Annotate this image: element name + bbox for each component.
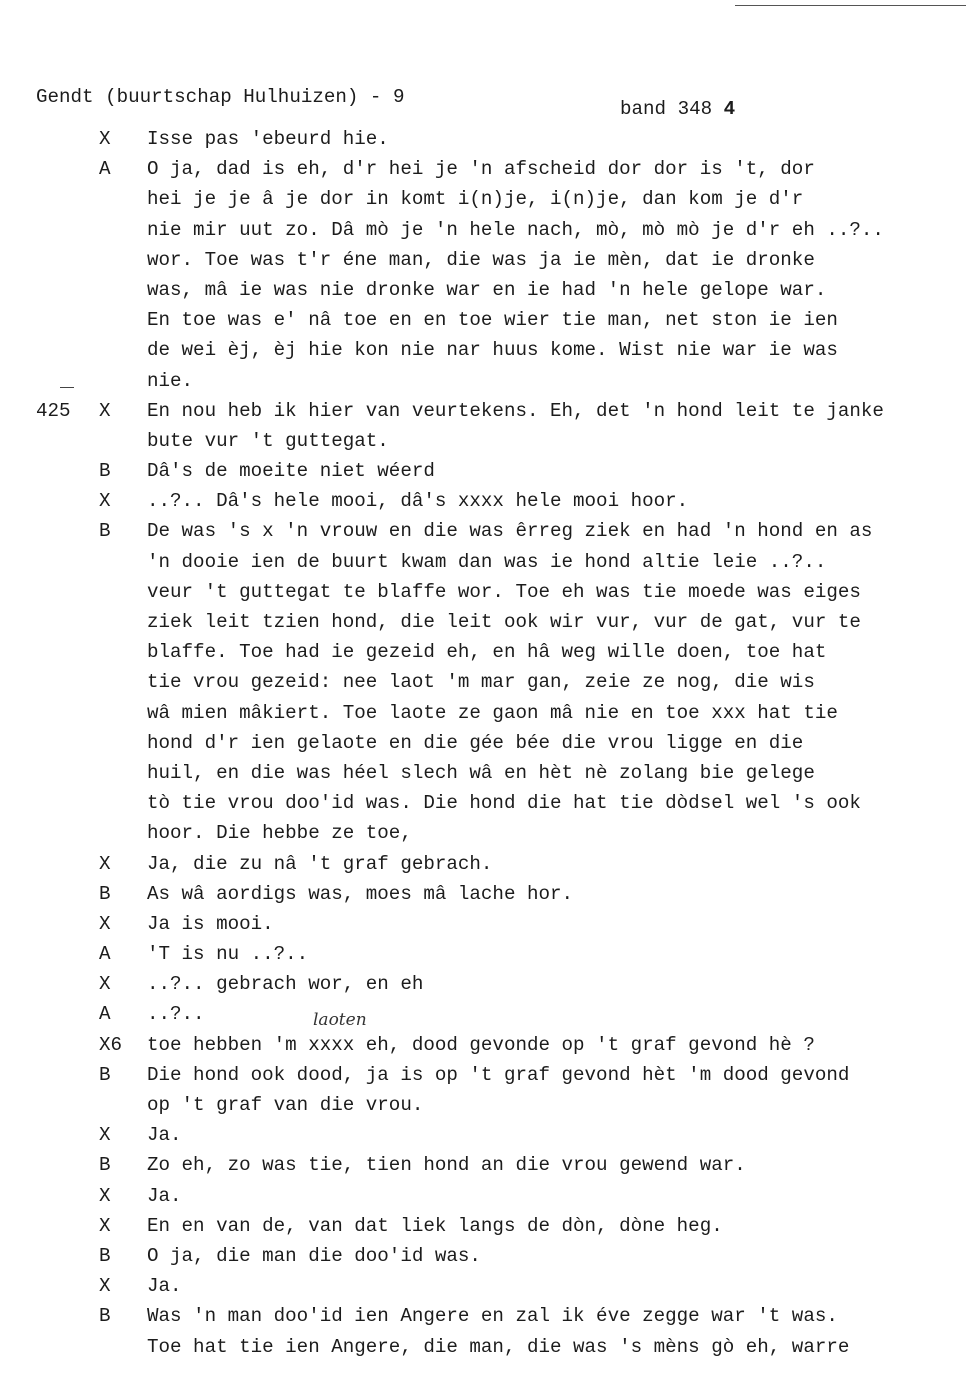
line-text: tie vrou gezeid: nee laot 'm mar gan, zeie ze nog, die wis xyxy=(147,671,815,694)
line-text: blaffe. Toe had ie gezeid eh, en hâ weg wille doen, toe hat xyxy=(147,641,827,664)
line-text: As wâ aordigs was, moes mâ lache hor. xyxy=(147,882,574,905)
transcript-line xyxy=(0,396,966,426)
line-number: 425 xyxy=(36,399,71,422)
transcript-line xyxy=(0,1241,966,1271)
line-text: Die hond ook dood, ja is op 't graf gevond hèt 'm dood gevond xyxy=(147,1063,850,1086)
line-text: wâ mien mâkiert. Toe laote ze gaon mâ nie en toe xxx hat tie xyxy=(147,701,838,724)
transcript-line xyxy=(0,486,966,516)
line-text: 'T is nu ..?.. xyxy=(147,943,309,966)
band-number: band 348 xyxy=(620,98,713,120)
transcript-line xyxy=(0,758,966,788)
speaker-code: X6 xyxy=(99,1033,123,1056)
transcript-line xyxy=(0,879,966,909)
speaker-code: A xyxy=(99,943,111,966)
speaker-code: B xyxy=(99,460,111,483)
line-text: Ja. xyxy=(147,1124,182,1147)
speaker-code: X xyxy=(99,1214,111,1237)
transcript-line xyxy=(0,667,966,697)
speaker-code: B xyxy=(99,882,111,905)
line-text: hei je je â je dor in komt i(n)je, i(n)je, dan kom je d'r xyxy=(147,188,804,211)
band-label xyxy=(620,98,735,120)
transcript-line xyxy=(0,366,966,396)
line-text: Ja is mooi. xyxy=(147,912,274,935)
line-text: En en van de, van dat liek langs de dòn, dòne heg. xyxy=(147,1214,723,1237)
transcript-line xyxy=(0,215,966,245)
line-text: Dâ's de moeite niet wéerd xyxy=(147,460,435,483)
line-text: En nou heb ik hier van veurtekens. Eh, det 'n hond leit te janke xyxy=(147,399,884,422)
transcript xyxy=(0,124,966,1362)
transcript-line xyxy=(0,698,966,728)
transcript-line xyxy=(0,154,966,184)
transcript-line xyxy=(0,245,966,275)
speaker-code: X xyxy=(99,128,111,150)
transcript-line xyxy=(0,335,966,365)
speaker-code: X xyxy=(99,852,111,875)
line-text: hoor. Die hebbe ze toe, xyxy=(147,822,412,845)
line-text: En toe was e' nâ toe en en toe wier tie man, net ston ie ien xyxy=(147,309,838,332)
speaker-code: B xyxy=(99,520,111,543)
line-text: Ja. xyxy=(147,1184,182,1207)
transcript-line xyxy=(0,939,966,969)
speaker-code: X xyxy=(99,973,111,996)
transcript-line xyxy=(0,456,966,486)
handwritten-note: laoten xyxy=(313,1010,367,1030)
line-text: ziek leit tzien hond, die leit ook wir vur, vur de gat, vur te xyxy=(147,611,861,633)
speaker-code: X xyxy=(99,912,111,935)
speaker-code: X xyxy=(99,490,111,513)
speaker-code: X xyxy=(99,1184,111,1207)
transcript-line xyxy=(0,1211,966,1241)
transcript-line xyxy=(0,124,966,154)
line-text: Zo eh, zo was tie, tien hond an die vrou gewend war. xyxy=(147,1154,746,1177)
line-text: ..?.. Dâ's hele mooi, dâ's xxxx hele mooi hoor. xyxy=(147,490,689,513)
line-text: de wei èj, èj hie kon nie nar huus kome. Wist nie war ie was xyxy=(147,339,838,362)
transcript-line xyxy=(0,1332,966,1362)
transcript-line xyxy=(0,426,966,456)
transcript-line xyxy=(0,547,966,577)
line-text: veur 't guttegat te blaffe wor. Toe eh was tie moede was eiges xyxy=(147,580,861,603)
line-text: ..?.. xyxy=(147,1003,205,1026)
transcript-line xyxy=(0,1301,966,1331)
transcript-line xyxy=(0,516,966,546)
transcript-line xyxy=(0,1271,966,1301)
speaker-code: X xyxy=(99,1124,111,1147)
transcript-line xyxy=(0,1090,966,1120)
line-text: 'n dooie ien de buurt kwam dan was ie hond altie leie ..?.. xyxy=(147,550,827,573)
transcript-line xyxy=(0,909,966,939)
speaker-code: X xyxy=(99,399,111,422)
line-text: Toe hat tie ien Angere, die man, die was 's mèns gò eh, warre xyxy=(147,1335,850,1358)
line-text: toe hebben 'm xxxx eh, dood gevonde op 't graf gevond hè ? xyxy=(147,1033,815,1056)
transcript-line xyxy=(0,637,966,667)
line-text: Was 'n man doo'id ien Angere en zal ik éve zegge war 't was. xyxy=(147,1305,838,1328)
line-text: wor. Toe was t'r éne man, die was ja ie mèn, dat ie dronke xyxy=(147,248,815,271)
line-text: nie. xyxy=(147,369,194,392)
transcript-line xyxy=(0,849,966,879)
transcript-line xyxy=(0,788,966,818)
speaker-code: A xyxy=(99,158,111,181)
line-text: hond d'r ien gelaote en die gée bée die vrou ligge en die xyxy=(147,731,804,754)
transcript-line xyxy=(0,1181,966,1211)
line-text: ..?.. gebrach wor, en eh xyxy=(147,973,424,996)
speaker-code: B xyxy=(99,1154,111,1177)
transcript-line xyxy=(0,184,966,214)
line-text: nie mir uut zo. Dâ mò je 'n hele nach, mò, mò mò je d'r eh ..?.. xyxy=(147,218,884,241)
transcript-line xyxy=(0,275,966,305)
transcript-line xyxy=(0,728,966,758)
line-text: Ja. xyxy=(147,1275,182,1298)
speaker-code: B xyxy=(99,1244,111,1267)
line-text: huil, en die was héel slech wâ en hèt nè zolang bie gelege xyxy=(147,761,815,784)
line-text: op 't graf van die vrou. xyxy=(147,1094,424,1116)
transcript-line xyxy=(0,1120,966,1150)
transcript-line xyxy=(0,1030,966,1060)
transcript-line xyxy=(0,607,966,637)
transcript-line xyxy=(0,1060,966,1090)
transcript-line xyxy=(0,999,966,1029)
line-text: De was 's x 'n vrouw en die was êrreg ziek en had 'n hond en as xyxy=(147,520,873,543)
line-text: tò tie vrou doo'id was. Die hond die hat tie dòdsel wel 's ook xyxy=(147,792,861,815)
line-text: bute vur 't guttegat. xyxy=(147,429,389,452)
speaker-code: A xyxy=(99,1003,111,1026)
line-text: was, mâ ie was nie dronke war en ie had 'n hele gelope war. xyxy=(147,278,827,301)
band-mark: 4 xyxy=(723,98,736,120)
line-text: Isse pas 'ebeurd hie. xyxy=(147,128,389,150)
transcript-line xyxy=(0,1150,966,1180)
line-text: Ja, die zu nâ 't graf gebrach. xyxy=(147,852,493,875)
transcript-line xyxy=(0,818,966,848)
transcript-line xyxy=(0,577,966,607)
speaker-code: X xyxy=(99,1275,111,1298)
speaker-code: B xyxy=(99,1305,111,1328)
line-text: O ja, dad is eh, d'r hei je 'n afscheid dor dor is 't, dor xyxy=(147,158,815,181)
page-header: Gendt (buurtschap Hulhuizen) - 9 xyxy=(36,86,405,108)
transcript-line xyxy=(0,969,966,999)
speaker-code: B xyxy=(99,1063,111,1086)
top-rule xyxy=(735,5,966,6)
transcript-line xyxy=(0,305,966,335)
line-text: O ja, die man die doo'id was. xyxy=(147,1244,481,1267)
